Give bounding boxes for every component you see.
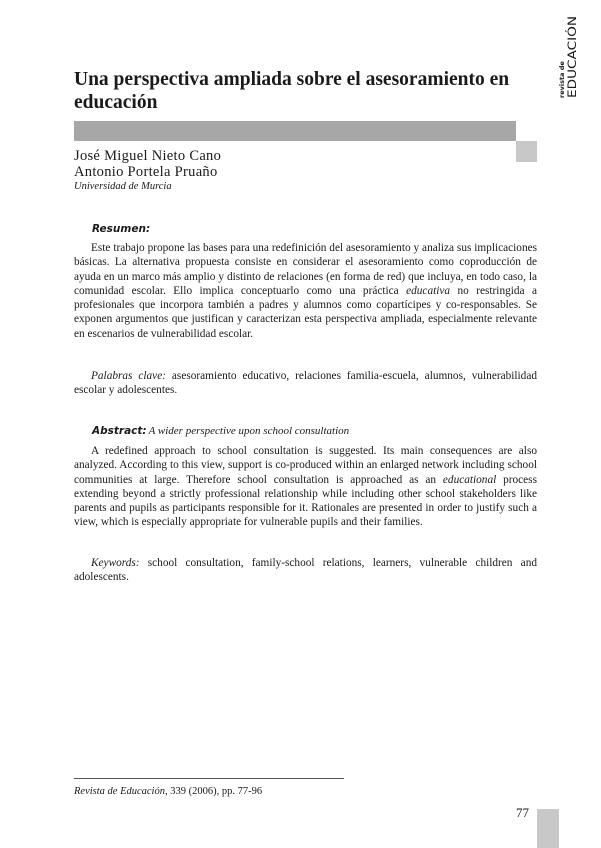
abstract-text: A redefined approach to school consultation is suggested. Its main consequences are also analyzed. According to this view, support is co-produced within an enlarged network including school communities at large. Therefore school consultation is approached as an educational process extending beyond a strictly professional relationship while including other school stakeholders like parents and pupils as participants responsible for it. Rationales are presented in order to justify such a view, which is especially appropriate for vulnerable pupils and their families. — [74, 445, 537, 529]
abstract-heading: Abstract: A wider perspective upon school consultation — [92, 425, 350, 437]
journal-logo — [556, 14, 584, 104]
author-1: José Miguel Nieto Cano — [74, 148, 222, 164]
citation: Revista de Educación, 339 (2006), pp. 77-96 — [74, 786, 263, 797]
resumen-keywords: Palabras clave: asesoramiento educativo, relaciones familia-escuela, alumnos, vulnerabilidad escolar y adolescentes. — [74, 370, 537, 397]
title-rule-square — [516, 141, 537, 162]
author-2: Antonio Portela Pruaño — [74, 164, 218, 180]
article-title: Una perspectiva ampliada sobre el asesoramiento en educación — [74, 69, 510, 113]
logo-main-text: EDUCACIÓN — [565, 28, 579, 98]
abstract-subtitle: A wider perspective upon school consultation — [148, 425, 350, 437]
page-number-bar — [537, 809, 559, 848]
abstract-keywords: Keywords: school consultation, family-school relations, learners, vulnerable children and adolescents. — [74, 557, 537, 584]
affiliation: Universidad de Murcia — [74, 181, 172, 192]
title-rule-bar — [74, 121, 516, 141]
resumen-heading: Resumen: — [92, 223, 151, 235]
logo-small-text: revista de — [558, 61, 566, 98]
page-number: 77 — [516, 805, 529, 820]
resumen-text: Este trabajo propone las bases para una redefinición del asesoramiento y analiza sus implicaciones básicas. La alternativa propuesta consiste en considerar el asesoramiento como coproducción de ayuda en un marco más amplio y distinto de relaciones (en forma de red) que incluya, en todo caso, la comunidad escolar. Ello implica conceptuarlo como una práctica educativa no restringida a profesionales que incorpora también a padres y alumnos como copartícipes y co-responsables. Se exponen argumentos que justifican y caracterizan esta perspectiva ampliada, especialmente relevante en escenarios de vulnerabilidad escolar. — [74, 242, 537, 340]
footer-rule — [74, 778, 344, 779]
